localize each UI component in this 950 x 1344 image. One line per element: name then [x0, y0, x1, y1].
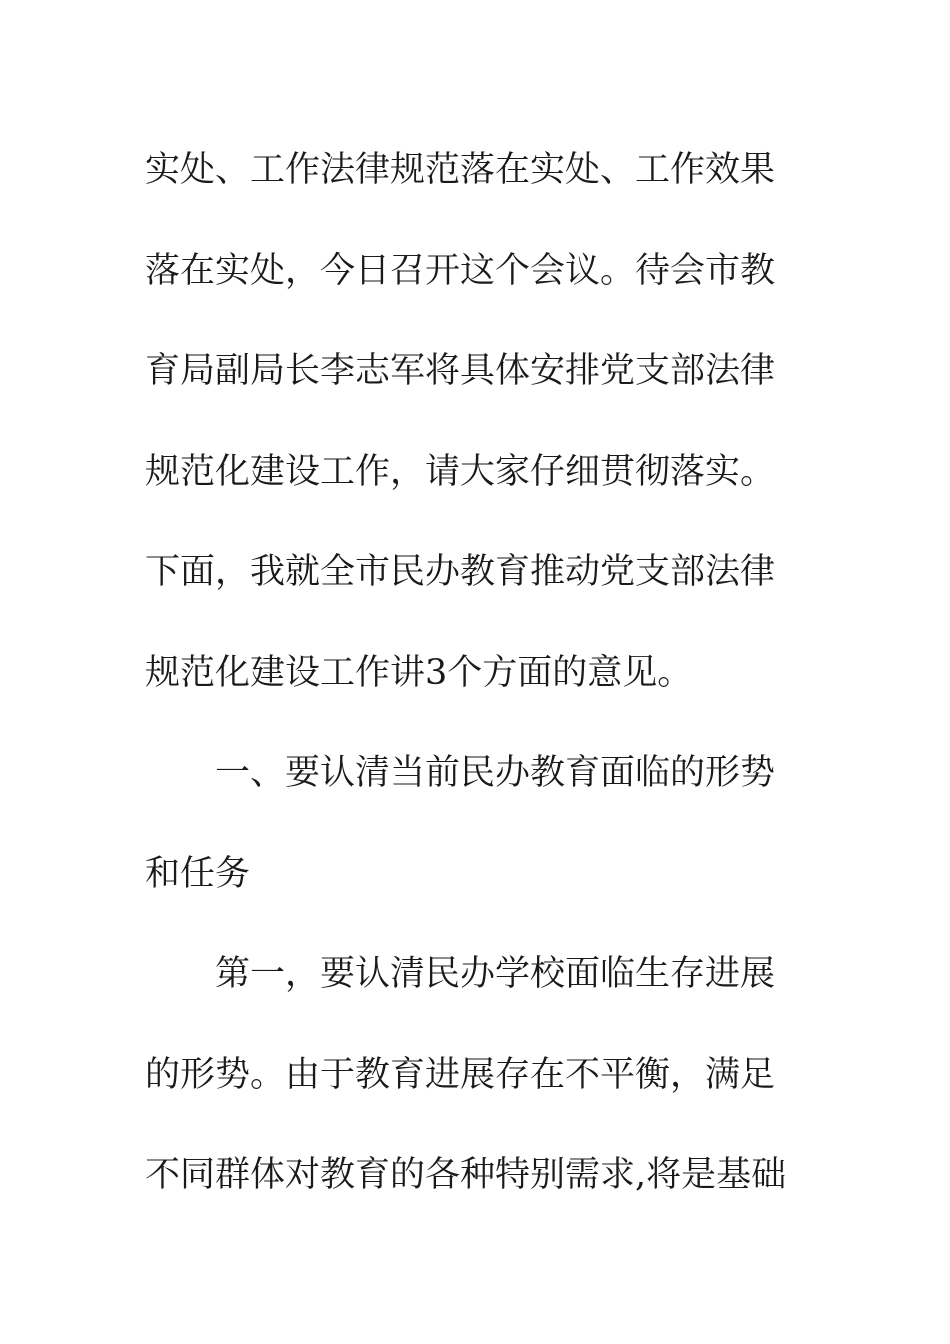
text-line: 实处、工作法律规范落在实处、工作效果 — [145, 150, 776, 190]
text-line: 的形势。由于教育进展存在不平衡，满足 — [145, 1054, 776, 1095]
body-text — [145, 120, 805, 1226]
text-line: 落在实处，今日召开这个会议。待会市教 — [145, 250, 776, 291]
section-heading: 一、要认清当前民办教育面临的形势 — [215, 753, 776, 793]
text-line: 育局副局长李志军将具体安排党支部法律 — [145, 351, 776, 391]
text-line: 规范化建设工作，请大家仔细贯彻落实。 — [145, 451, 776, 492]
text-line: 规范化建设工作讲3个方面的意见。 — [145, 652, 693, 693]
text-line: 下面，我就全市民办教育推动党支部法律 — [145, 552, 776, 592]
section-heading-continued: 和任务 — [145, 853, 251, 894]
text-line: 不同群体对教育的各种特别需求,将是基础 — [145, 1155, 787, 1195]
paragraph-start: 第一，要认清民办学校面临生存进展 — [215, 954, 776, 994]
